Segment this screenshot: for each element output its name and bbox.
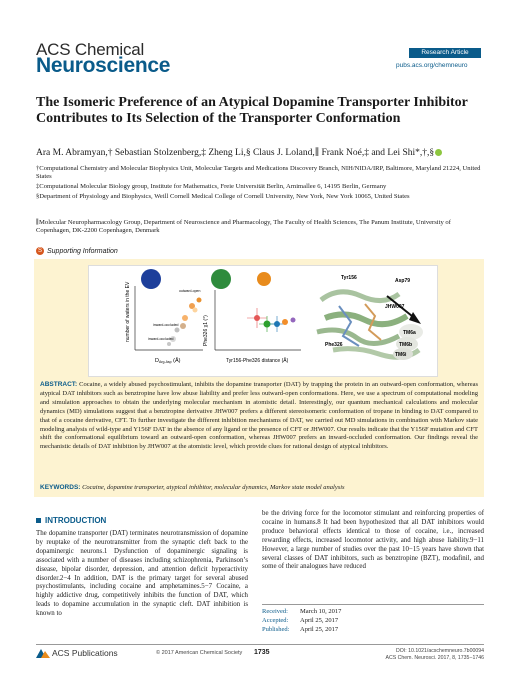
date-row [262,626,484,635]
jhw-circle [257,272,271,286]
date-row [262,617,484,626]
mid-y-label: Phe326 χ1 (°) [203,315,209,346]
journal-url-link[interactable]: pubs.acs.org/chemneuro [396,62,468,69]
date-label: Accepted: [262,616,289,624]
annotation-inward: inward-occluded [148,337,174,341]
article-type-badge: Research Article [409,48,481,58]
annotation-outward: outward-open [179,289,201,293]
abstract-label: ABSTRACT: [40,381,78,388]
date-value: April 25, 2017 [300,625,339,633]
date-label: Received: [262,608,288,615]
page-number: 1735 [254,649,270,656]
protein-structure [317,292,423,360]
abstract-body: Cocaine, a widely abused psychostimulant, inhibits the dopamine transporter (DAT) by trapping the protein in an outward-open conformation, whereas atypical DAT inhibitors such as benztropine have low abuse liability and prefer less outward-open conformations. Here, we use a spectrum of computational modeling and simulation approaches to obtain the underlying molecular mechanism in atomistic detail. Interestingly, our quantum mechanical calculations and molecular dynamics (MD) simulations suggest that a benztropine derivative JHW007 prefers a different stereoisomeric conformation of tropane in binding to DAT compared to that of a cocaine derivative, CFT. To further investigate the different inhibition mechanisms of DAT, we carried out MD simulations in combination with Markov state modeling analysis of wild-type and Y156F DAT in the absence of any ligand or the presence of CFT or JHW007. Our results indicate that the Y156F mutation and CFT shift the conformational equilibrium toward an outward-open conformation, whereas JHW007 prefers an inward-occluded conformation. Our findings reveal the mechanistic details of DAT inhibition by JHW007 at the atomistic level, which provide clues for rational design of atypical inhibitors. [40,381,479,451]
publisher-name: ACS Publications [52,648,118,658]
dates-block [262,604,484,634]
scatter-point [167,342,171,346]
abstract [40,381,478,452]
keywords-list: Cocaine, dopamine transporter, atypical inhibitor, molecular dynamics, Markov state model analysis [82,484,345,491]
citation: ACS Chem. Neurosci. 2017, 8, 1735−1746 [385,655,484,661]
supporting-info-label: Supporting Information [47,247,118,255]
toc-graphic [88,265,438,377]
bubble-4 [282,319,288,325]
label-jhw007: JHW007 [385,304,405,310]
cfs-circle [141,269,161,289]
supporting-info-icon: S [37,248,42,254]
affiliation-2: ‡Computational Molecular Biology group, Institute for Mathematics, Freie Universität Berlin, Arnimallee 6, 14195 Berlin, Germany [36,183,387,190]
affiliation-1: †Computational Chemistry and Molecular Biophysics Unit, Molecular Targets and Medications Discovery Branch, NIH/NIDA/IRP, Baltimore, Maryland 21224, United States [36,165,481,181]
supporting-info-link[interactable] [36,247,118,255]
section-heading-text: INTRODUCTION [45,516,107,525]
affiliation-4: ∥Molecular Neuropharmacology Group, Department of Neuroscience and Pharmacology, The Faculty of Health Sciences, The Panum Institute, University of Copenhagen, DK-2200 Copenhagen, Denmark [36,219,451,235]
scatter-point [193,308,198,313]
section-bullet-icon [36,518,41,523]
article-title: The Isomeric Preference of an Atypical Dopamine Transporter Inhibitor Contributes to Its Selection of the Transporter Conformation [36,95,468,126]
date-label: Published: [262,625,290,633]
publisher-logo [36,648,118,658]
label-tyr156: Tyr156 [341,275,357,281]
date-value: March 10, 2017 [300,608,342,615]
toc-figure [89,266,437,376]
date-value: April 25, 2017 [300,616,339,624]
scatter-point [197,298,202,303]
label-tm6b: TM6b [399,342,413,348]
label-tm6a: TM6a [403,330,416,336]
section-heading [36,516,106,525]
annotation-occluded: inward-occluded [153,323,179,327]
scatter-point [175,328,180,333]
copyright: © 2017 American Chemical Society [156,650,243,656]
left-x-label: DArg-Asp (Å) [155,358,181,364]
mid-x-label: Tyr156-Phe326 distance (Å) [226,358,289,364]
journal-name-bottom: Neuroscience [36,54,171,77]
author-names: Ara M. Abramyan,† Sebastian Stolzenberg,‡ Zheng Li,§ Claus J. Loland,∥ Frank Noé,‡ and Lei Shi*,†,§ [36,148,435,158]
bubble-3 [274,321,280,327]
affiliation-3: §Department of Physiology and Biophysics, Weill Cornell Medical College of Cornell University, New York, New York 10065, United States [36,193,410,200]
intro-column-right: be the driving force for the locomotor stimulant and reinforcing properties of cocaine in humans.8 It had been hypothesized that all DAT inhibitors would produce behavioral effects identical to those of cocaine, i.e., increased rewarding effects, increased locomotor activity, and high abuse liability.9−11 However, a large number of studies over the past 10−15 years have shown that several classes of DAT inhibitors, such as benztropine (BZT), modafinil, and some of their analogues have reduced [262,510,484,571]
intro-column-left: The dopamine transporter (DAT) terminates neurotransmission of dopamine by reuptake of the neurotransmitter from the synaptic cleft back to the dopaminergic neurons.1 Dysfunction of dopaminergic signaling is associated with a number of diseases including schizophrenia, Parkinson’s disease, bipolar disorder, depression, and attention deficit hyperactivity disorder.2−4 In addition, DAT is the primary target for several abused psychostimulants, including cocaine and amphetamines.5−7 Cocaine, a highly addictive drug, competitively inhibits the function of DAT, which leads to dopamine accumulation in the synaptic cleft. DAT inhibition is known to [36,530,248,618]
footer-divider [36,644,484,645]
scatter-point [180,323,186,329]
label-phe326: Phe326 [325,342,343,348]
date-row [262,608,484,617]
orcid-icon[interactable] [435,149,442,156]
journal-name-top: ACS Chemical [36,40,145,59]
author-list [36,147,486,159]
bubble-1 [254,315,260,321]
doi-link[interactable]: DOI: 10.1021/acschemneuro.7b00094 [396,648,484,654]
bubble-5 [291,318,296,323]
keywords-label: KEYWORDS: [40,484,81,491]
wt-circle [211,269,231,289]
doi-block [370,648,484,662]
label-tm6i: TM6i [395,352,407,358]
keywords [40,484,478,493]
left-y-label: number of waters in the EV [125,281,131,342]
label-asp79: Asp79 [395,278,411,284]
scatter-point [182,315,188,321]
acs-logo-icon [36,649,50,658]
